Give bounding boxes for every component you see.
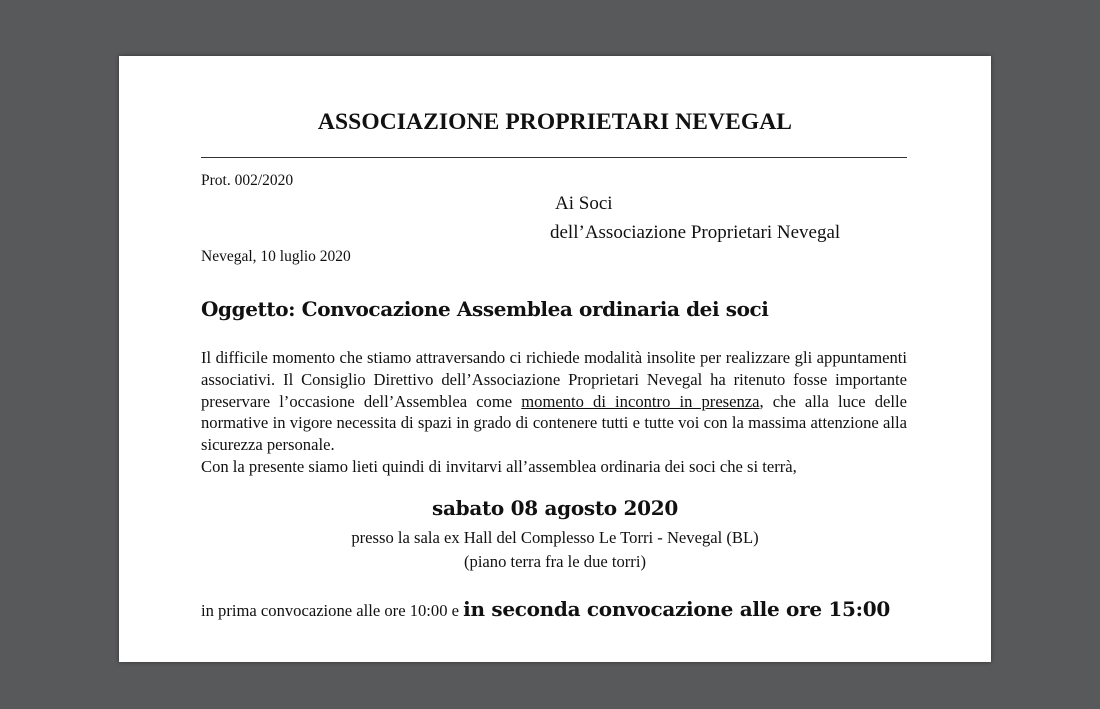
association-heading: ASSOCIAZIONE PROPRIETARI NEVEGAL [317, 109, 793, 135]
meeting-venue: presso la sala ex Hall del Complesso Le Torri - Nevegal (BL) [351, 528, 759, 547]
body-text-end: , che alla luce delle normative in vigore necessita di spazi in grado di contenere tutti e tutte voi con la massima attenzione alla sicurezza personale. [201, 391, 907, 455]
body-paragraph [201, 347, 907, 456]
second-call: in seconda convocazione alle ore 15:00 [463, 597, 890, 621]
header-divider [201, 157, 907, 158]
convocation-times [201, 597, 890, 621]
letter-body [201, 347, 907, 478]
first-call: in prima convocazione alle ore 10:00 e [201, 601, 464, 620]
place-and-date: Nevegal, 10 luglio 2020 [201, 248, 351, 265]
invitation-line: Con la presente siamo lieti quindi di invitarvi all’assemblea ordinaria dei soci che si terrà, [201, 456, 797, 476]
letter-subject: Oggetto: Convocazione Assemblea ordinaria dei soci [201, 297, 769, 321]
document-page [119, 56, 991, 662]
recipient-line-1: Ai Soci [555, 193, 613, 214]
recipient-line-2: dell’Associazione Proprietari Nevegal [550, 222, 841, 243]
underlined-phrase: momento di incontro in presenza [521, 391, 760, 411]
venue-note: (piano terra fra le due torri) [464, 552, 646, 571]
body-text-start: Il difficile momento che stiamo attraversando ci richiede modalità insolite per realizzare gli appuntamenti associativi. Il Consiglio Direttivo dell’Associazione Proprietari Nevegal ha ritenuto fosse importante preservare l’occasione dell’Assemblea come [201, 348, 907, 411]
meeting-date: sabato 08 agosto 2020 [432, 496, 678, 520]
protocol-number: Prot. 002/2020 [201, 172, 294, 189]
